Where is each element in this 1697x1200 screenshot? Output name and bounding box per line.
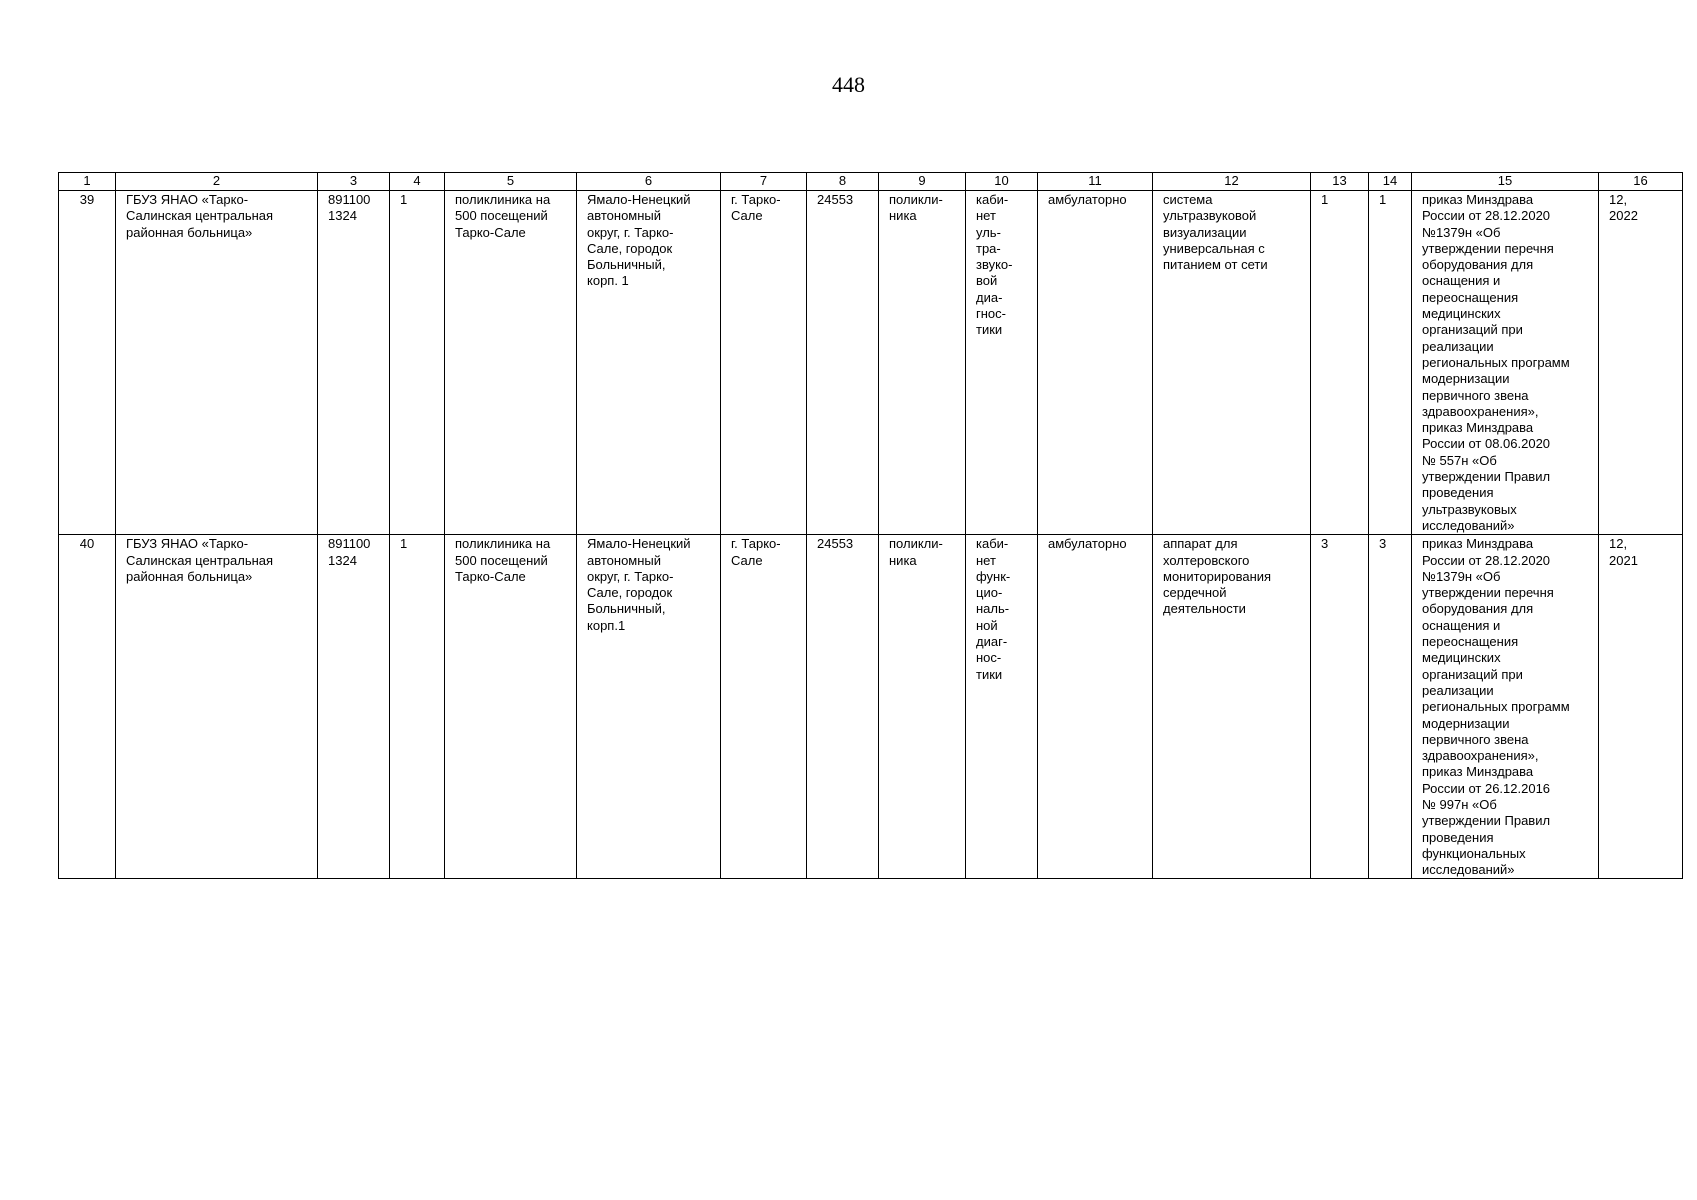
equipment-cell: система ультразвуковой визуализации универсальная с питанием от сети xyxy=(1153,191,1311,535)
unit-type-cell: поликли- ника xyxy=(879,191,966,535)
column-number-header: 11 xyxy=(1038,173,1153,191)
locality-cell: г. Тарко- Сале xyxy=(721,191,807,535)
population-cell: 24553 xyxy=(807,535,879,879)
column-number-header: 2 xyxy=(116,173,318,191)
quantity-cell: 3 xyxy=(1311,535,1369,879)
organization-cell: ГБУЗ ЯНАО «Тарко- Салинская центральная районная больница» xyxy=(116,535,318,879)
column-number-header: 15 xyxy=(1412,173,1599,191)
column-number-header: 8 xyxy=(807,173,879,191)
count-cell: 1 xyxy=(390,191,445,535)
column-number-header: 12 xyxy=(1153,173,1311,191)
care-mode-cell: амбулаторно xyxy=(1038,535,1153,879)
page-number: 448 xyxy=(832,72,865,97)
date-cell: 12, 2022 xyxy=(1599,191,1683,535)
column-number-header: 3 xyxy=(318,173,390,191)
regulation-cell: приказ Минздрава России от 28.12.2020 №1379н «Об утверждении перечня оборудования для оснащения и переоснащения медицинских организаций при реализации региональных программ модернизации первичного звена здравоохранения», приказ Минздрава России от 26.12.2016 № 997н «Об утверждении Правил проведения функциональных исследований» xyxy=(1412,535,1599,879)
unit-type-cell: поликли- ника xyxy=(879,535,966,879)
equipment-cell: аппарат для холтеровского мониторирования сердечной деятельности xyxy=(1153,535,1311,879)
equipment-table xyxy=(58,172,1683,879)
column-number-header: 16 xyxy=(1599,173,1683,191)
address-cell: Ямало-Ненецкий автономный округ, г. Тарко- Сале, городок Больничный, корп.1 xyxy=(577,535,721,879)
table-row xyxy=(59,191,1683,535)
row-number-cell: 40 xyxy=(59,535,116,879)
column-number-header: 10 xyxy=(966,173,1038,191)
quantity-cell: 1 xyxy=(1311,191,1369,535)
code-cell: 891100 1324 xyxy=(318,191,390,535)
count-cell: 1 xyxy=(390,535,445,879)
address-cell: Ямало-Ненецкий автономный округ, г. Тарко- Сале, городок Больничный, корп. 1 xyxy=(577,191,721,535)
column-number-header: 6 xyxy=(577,173,721,191)
table-row xyxy=(59,535,1683,879)
column-number-header: 13 xyxy=(1311,173,1369,191)
care-mode-cell: амбулаторно xyxy=(1038,191,1153,535)
row-number-cell: 39 xyxy=(59,191,116,535)
facility-cell: поликлиника на 500 посещений Тарко-Сале xyxy=(445,535,577,879)
column-number-header: 9 xyxy=(879,173,966,191)
population-cell: 24553 xyxy=(807,191,879,535)
quantity-cell: 1 xyxy=(1369,191,1412,535)
column-number-header: 4 xyxy=(390,173,445,191)
cabinet-cell: каби- нет функ- цио- наль- ной диаг- нос- тики xyxy=(966,535,1038,879)
column-number-row xyxy=(59,173,1683,191)
facility-cell: поликлиника на 500 посещений Тарко-Сале xyxy=(445,191,577,535)
quantity-cell: 3 xyxy=(1369,535,1412,879)
organization-cell: ГБУЗ ЯНАО «Тарко- Салинская центральная районная больница» xyxy=(116,191,318,535)
date-cell: 12, 2021 xyxy=(1599,535,1683,879)
column-number-header: 5 xyxy=(445,173,577,191)
column-number-header: 7 xyxy=(721,173,807,191)
regulation-cell: приказ Минздрава России от 28.12.2020 №1379н «Об утверждении перечня оборудования для оснащения и переоснащения медицинских организаций при реализации региональных программ модернизации первичного звена здравоохранения», приказ Минздрава России от 08.06.2020 № 557н «Об утверждении Правил проведения ультразвуковых исследований» xyxy=(1412,191,1599,535)
code-cell: 891100 1324 xyxy=(318,535,390,879)
column-number-header: 1 xyxy=(59,173,116,191)
locality-cell: г. Тарко- Сале xyxy=(721,535,807,879)
cabinet-cell: каби- нет уль- тра- звуко- вой диа- гнос- тики xyxy=(966,191,1038,535)
column-number-header: 14 xyxy=(1369,173,1412,191)
